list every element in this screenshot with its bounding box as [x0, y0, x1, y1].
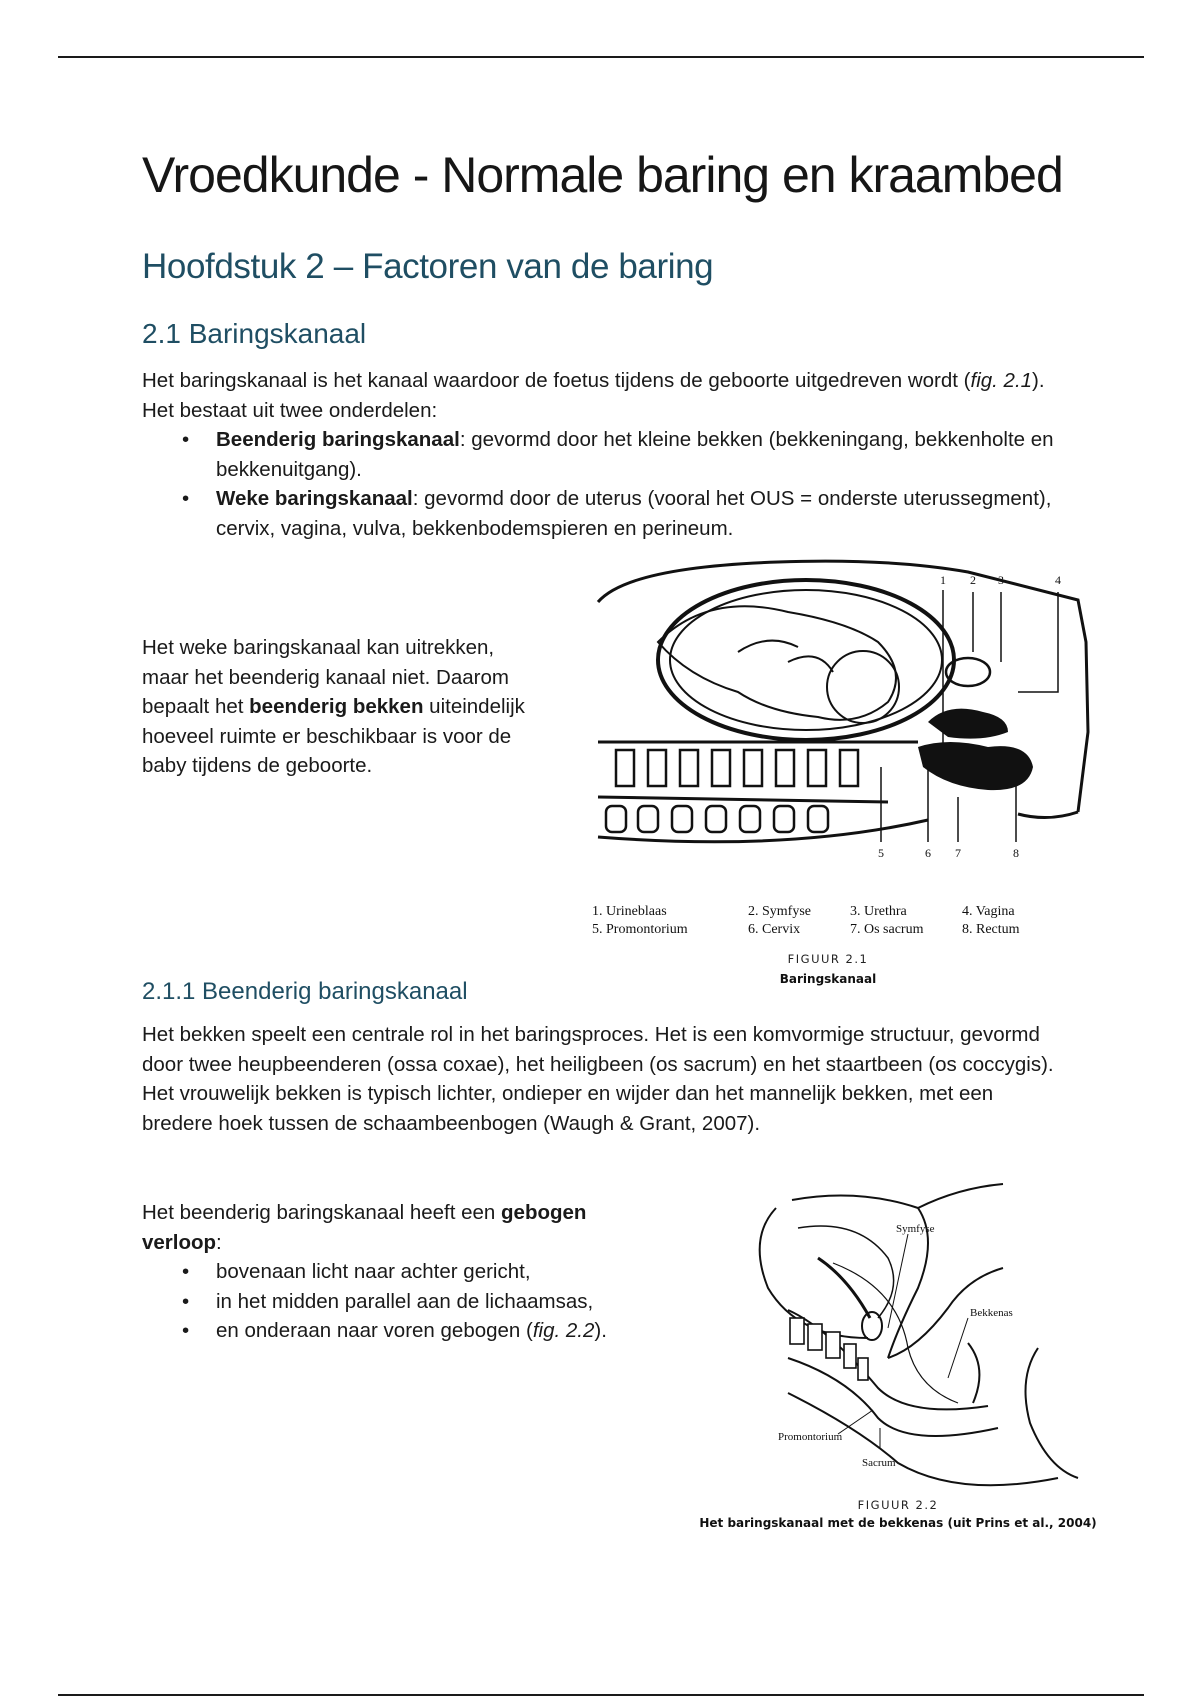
chapter-heading: Hoofdstuk 2 – Factoren van de baring — [142, 247, 714, 286]
figure-2-2-label: FIGUUR 2.2 — [857, 1498, 939, 1512]
figure-2-1-title: Baringskanaal — [779, 972, 877, 986]
fig1-num-7: 7 — [955, 846, 961, 860]
curved-course-intro: Het beenderig baringskanaal heeft een gebogen verloop: — [142, 1201, 587, 1254]
legend-item: 2. Symfyse — [748, 904, 811, 919]
list-item: • bovenaan licht naar achter gericht, — [142, 1257, 652, 1287]
bottom-rule — [58, 1694, 1144, 1696]
legend-item: 8. Rectum — [962, 922, 1020, 937]
legend-item: 5. Promontorium — [592, 922, 688, 937]
pelvic-axis-illustration — [658, 1178, 1118, 1498]
figure-2-2 — [658, 1178, 1118, 1556]
legend-item: 6. Cervix — [748, 922, 801, 937]
section-heading-2-1-1: 2.1.1 Beenderig baringskanaal — [142, 978, 468, 1005]
fig1-num-8: 8 — [1013, 846, 1019, 860]
canal-parts-list — [142, 425, 1062, 543]
fig1-num-5: 5 — [878, 846, 884, 860]
fig-ref-2-1: fig. 2.1 — [970, 369, 1033, 392]
fig-ref-2-2: fig. 2.2 — [532, 1319, 595, 1342]
fig2-label-sacrum: Sacrum — [862, 1457, 896, 1469]
legend-item: 1. Urineblaas — [592, 904, 667, 919]
pelvis-paragraph: Het bekken speelt een centrale rol in het baringsproces. Het is een komvormige structuur, gevormd door twee heupbeenderen (ossa coxae), het heiligbeen (os sacrum) en het staartbeen (os coccygis). Het vrouwelijk bekken is typisch lichter, ondieper en wijder dan het mannelijk bekken, met een bredere hoek tussen de schaambeenbogen (Waugh & Grant, 2007). — [142, 1023, 1054, 1135]
fig1-num-3: 3 — [998, 573, 1004, 587]
legend-item: 7. Os sacrum — [850, 922, 924, 937]
legend-item: 3. Urethra — [850, 904, 907, 919]
figure-2-2-title: Het baringskanaal met de bekkenas (uit Prins et al., 2004) — [699, 1516, 1097, 1530]
fig2-label-promontorium: Promontorium — [778, 1431, 843, 1443]
fig1-num-6: 6 — [925, 846, 931, 860]
fig1-num-4: 4 — [1055, 573, 1061, 587]
fig2-label-symfyse: Symfyse — [896, 1223, 935, 1235]
list-item: • en onderaan naar voren gebogen (fig. 2.2). — [142, 1316, 652, 1346]
birth-canal-illustration — [588, 552, 1164, 882]
fig2-label-bekkenas: Bekkenas — [970, 1307, 1013, 1319]
section-heading-2-1: 2.1 Baringskanaal — [142, 318, 367, 349]
list-item: • in het midden parallel aan de lichaamsas, — [142, 1287, 652, 1317]
fig1-num-1: 1 — [940, 573, 946, 587]
figure-2-1 — [588, 552, 1164, 1022]
side-paragraph: Het weke baringskanaal kan uitrekken, maar het beenderig kanaal niet. Daarom bepaalt het beenderig bekken uiteindelijk hoeveel ruimte er beschikbaar is voor de baby tijdens de geboorte. — [142, 636, 525, 777]
top-rule — [58, 56, 1144, 58]
list-item: • Weke baringskanaal: gevormd door de uterus (vooral het OUS = onderste uterussegment), cervix, vagina, vulva, bekkenbodemspieren en perineum. — [142, 484, 1062, 543]
legend-item: 4. Vagina — [962, 904, 1015, 919]
intro-paragraph: Het baringskanaal is het kanaal waardoor de foetus tijdens de geboorte uitgedreven wordt (fig. 2.1). Het bestaat uit twee onderdelen: — [142, 369, 1045, 422]
fig1-num-2: 2 — [970, 573, 976, 587]
section-2-1-body — [142, 366, 1062, 543]
figure-2-1-label: FIGUUR 2.1 — [787, 952, 869, 966]
curve-list — [142, 1257, 652, 1346]
document-title: Vroedkunde - Normale baring en kraambed — [142, 147, 1063, 203]
list-item: • Beenderig baringskanaal: gevormd door het kleine bekken (bekkeningang, bekkenholte en bekkenuitgang). — [142, 425, 1062, 484]
curved-course-block — [142, 1198, 652, 1346]
